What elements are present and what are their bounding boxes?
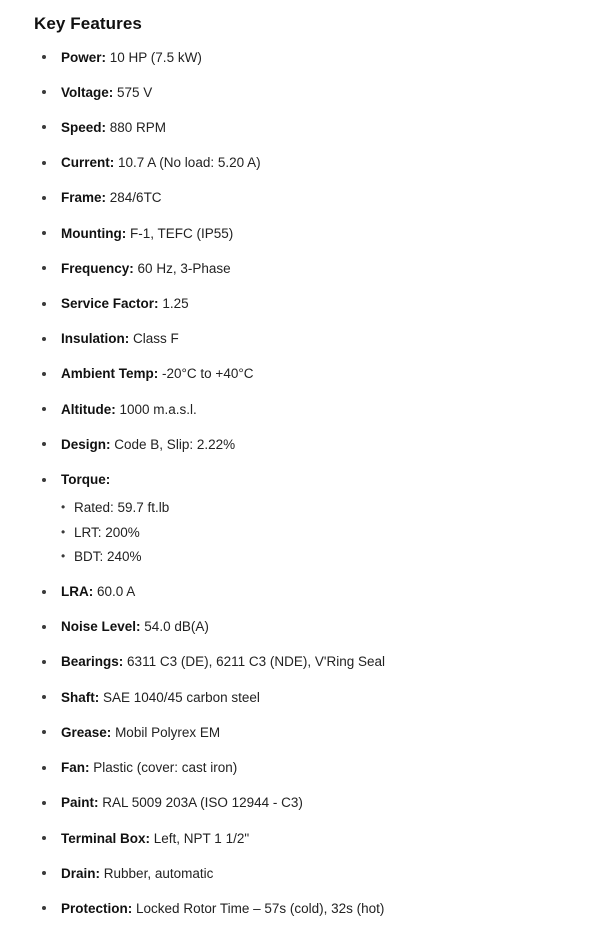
feature-label: LRA:: [61, 584, 94, 599]
list-item: [34, 357, 587, 392]
feature-value: Left, NPT 1 1/2": [153, 830, 250, 846]
feature-label: Paint:: [61, 795, 99, 811]
feature-label: Service Factor:: [61, 296, 159, 312]
feature-value: Plastic (cover: cast iron): [93, 760, 238, 776]
list-item: [34, 786, 587, 821]
sublist-item: • BDT: 240%: [61, 542, 587, 566]
list-item: [34, 40, 587, 75]
feature-label: Altitude:: [61, 401, 116, 417]
list-item: [34, 891, 587, 926]
feature-value: 1.25: [162, 296, 189, 312]
feature-value: 880 RPM: [109, 119, 167, 135]
list-item: [34, 856, 587, 891]
feature-label: Noise Level:: [61, 619, 141, 635]
list-item: [34, 392, 587, 427]
feature-label: Torque:: [61, 472, 111, 488]
feature-sublist: [61, 493, 587, 566]
feature-value: 60.0 A: [97, 584, 136, 599]
list-item: [34, 645, 587, 680]
feature-value: 284/6TC: [109, 190, 162, 206]
feature-label: Bearings:: [61, 654, 124, 670]
list-item: [34, 751, 587, 786]
feature-value: 60 Hz, 3-Phase: [137, 260, 231, 276]
feature-label: Design:: [61, 436, 111, 452]
feature-value: Mobil Polyrex EM: [115, 724, 221, 740]
page-title: Key Features: [34, 14, 142, 33]
feature-label: Grease:: [61, 724, 112, 740]
feature-label: Drain:: [61, 865, 101, 881]
feature-label: Frequency:: [61, 260, 134, 276]
feature-value: F-1, TEFC (IP55): [130, 225, 234, 241]
feature-label: Shaft:: [61, 689, 100, 705]
list-item: [34, 821, 587, 856]
list-item: [34, 146, 587, 181]
feature-value: 1000 m.a.s.l.: [119, 401, 197, 417]
key-features-list: [34, 40, 587, 927]
feature-value: RAL 5009 203A (ISO 12944 - C3): [102, 795, 303, 811]
feature-label: Power:: [61, 49, 107, 65]
list-item: [34, 463, 587, 575]
list-item: [34, 680, 587, 715]
list-item: [34, 110, 587, 145]
feature-label: Current:: [61, 155, 115, 171]
feature-label: Frame:: [61, 190, 107, 206]
list-item: [34, 322, 587, 357]
list-item: [34, 575, 587, 610]
feature-label: Speed:: [61, 119, 107, 135]
feature-label: Voltage:: [61, 84, 114, 100]
list-item: [34, 715, 587, 750]
feature-value: -20°C to +40°C: [162, 366, 254, 382]
sublist-item: • Rated: 59.7 ft.lb: [61, 493, 587, 517]
feature-value: 6311 C3 (DE), 6211 C3 (NDE), V'Ring Seal: [127, 654, 385, 670]
feature-value: 54.0 dB(A): [144, 619, 209, 635]
feature-value: SAE 1040/45 carbon steel: [103, 689, 260, 705]
list-item: [34, 427, 587, 462]
sublist-item: • LRT: 200%: [61, 518, 587, 542]
list-item: [34, 75, 587, 110]
feature-value: 10.7 A (No load: 5.20 A): [118, 155, 261, 171]
feature-label: Ambient Temp:: [61, 366, 159, 382]
feature-label: Mounting:: [61, 225, 127, 241]
feature-value: Class F: [133, 331, 179, 347]
feature-value: Code B, Slip: 2.22%: [114, 436, 236, 452]
feature-value: Rubber, automatic: [103, 865, 214, 881]
list-item: [34, 251, 587, 286]
feature-label: Fan:: [61, 760, 90, 776]
list-item: [34, 610, 587, 645]
list-item: [34, 287, 587, 322]
feature-label: Insulation:: [61, 331, 130, 347]
list-item: [34, 216, 587, 251]
feature-label: Terminal Box:: [61, 830, 151, 846]
feature-value: 10 HP (7.5 kW): [109, 49, 202, 65]
list-item: [34, 181, 587, 216]
feature-label: Protection:: [61, 900, 133, 916]
feature-value: Locked Rotor Time – 57s (cold), 32s (hot): [136, 900, 385, 916]
feature-value: 575 V: [117, 84, 153, 100]
